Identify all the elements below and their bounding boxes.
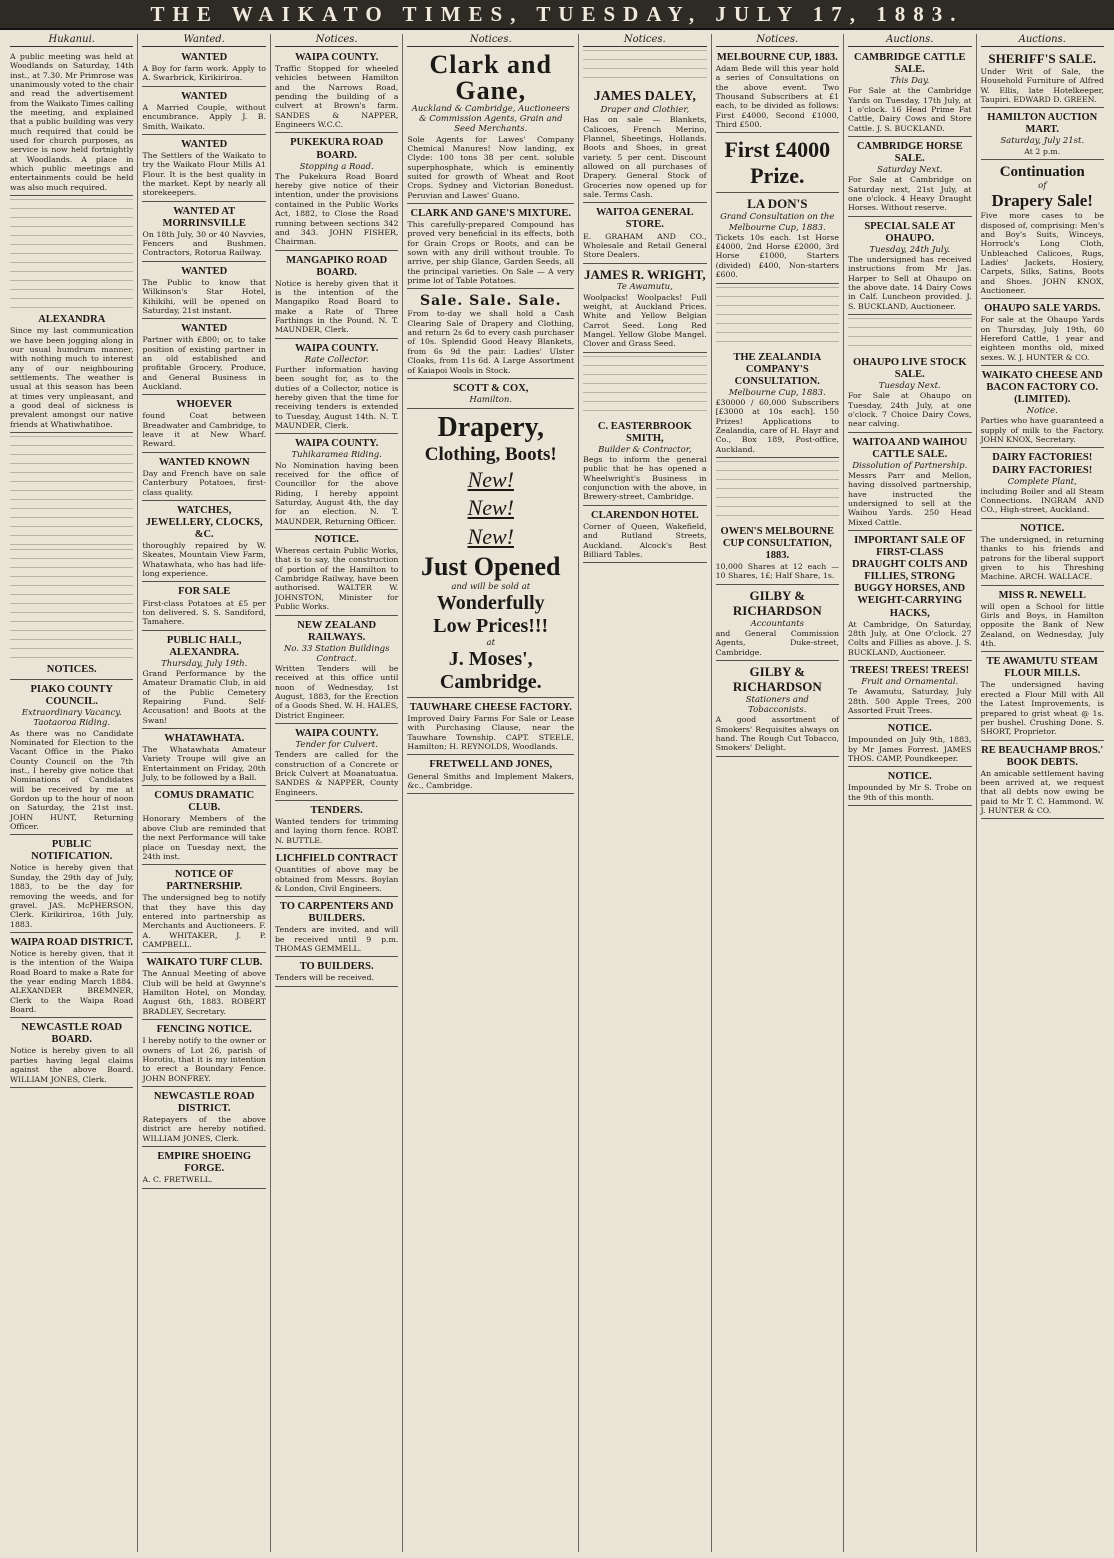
ad-piako-county	[10, 682, 133, 835]
ad-waipa-road	[10, 935, 133, 1018]
ad-subtitle: Stopping a Road.	[299, 161, 374, 172]
ad-title: OHAUPO SALE YARDS.	[984, 303, 1101, 315]
ad-body: The Settlers of the Waikato to try the Waikato Flour Mills A1 Flour. It is the best quality in the market. Kept by nearly all storekeepers.	[142, 150, 266, 198]
ad-waipa-traffic	[275, 50, 398, 133]
ad-empire-forge	[142, 1149, 265, 1188]
column-6-head: Notices.	[716, 34, 839, 47]
ad-title: WHATAWHATA.	[164, 732, 245, 744]
ad-title: Continuation	[999, 163, 1085, 180]
ad-whatawhata	[142, 731, 265, 786]
ad-james-daley	[583, 87, 706, 203]
ad-title: TO BUILDERS.	[299, 961, 374, 973]
ad-body: £30000 / 60,000 Subscribers [£3000 at 10s each]. 150 Prizes! Applications to Zealandia, care of H. Hayr and Co., Box 189, Post-office, Auckland.	[715, 397, 840, 454]
ad-title: TO CARPENTERS AND BUILDERS.	[279, 901, 394, 925]
column-3	[271, 34, 403, 1552]
ad-subtitle: Complete Plant,	[1007, 476, 1077, 487]
ad-body: For Sale at Ohaupo on Tuesday, 24th July, at one o'clock. 7 Choice Dairy Cows, near calving.	[848, 391, 972, 429]
ad-beauchamp	[981, 743, 1104, 820]
ad-tuhikaramea	[275, 436, 398, 530]
ad-ohaupo-live-stock	[848, 355, 971, 433]
ad-easterbrook	[583, 419, 706, 506]
ad-body: For Sale at the Cambridge Yards on Tuesday, 17th July, at 1 o'clock. 16 Head Prime Fat Cattle, Dairy Cows and Store Cattle. J. S. BUCKLAND.	[848, 86, 972, 133]
ad-subtitle: Grand Consultation on the Melbourne Cup, 1883.	[720, 212, 835, 233]
ad-wanted-partner	[142, 321, 265, 395]
column-1-head: Hukanui.	[10, 34, 133, 47]
ad-subtitle: Builder & Contractor,	[598, 444, 692, 455]
ad-body: The undersigned, in returning thanks to his friends and patrons for the liberal support given to his Threshing Machine. ARCH. WALLACE.	[980, 534, 1104, 582]
ad-first-prize	[716, 135, 839, 193]
ad-clark-gane-mixture	[407, 206, 574, 289]
ad-title: OWEN'S MELBOURNE CUP CONSULTATION, 1883.	[720, 525, 835, 562]
ad-partnership	[142, 867, 265, 953]
ad-drapery-sale	[981, 162, 1104, 299]
ad-flour-mills	[981, 654, 1104, 740]
ad-title: SCOTT & COX,	[453, 382, 529, 394]
ad-body: Impounded on July 9th, 1883, by Mr James Forrest. JAMES THOS. CAMP, Poundkeeper.	[848, 735, 972, 763]
ad-cheese-bacon	[981, 368, 1104, 448]
ad-subtitle: Saturday Next.	[877, 165, 943, 176]
ad-subtitle: Thursday, July 19th.	[161, 658, 248, 669]
ad-body: Impounded by Mr S. Trobe on the 9th of this month.	[848, 783, 972, 802]
ad-rate-collector	[275, 341, 398, 435]
ad-body: Notice is hereby given, that it is the intention of the Waipa Road Board to make a Rate for the year ending March 1884. ALEXANDER BREMNER, Clerk to the Waipa Road Board.	[10, 948, 134, 1014]
column-4	[403, 34, 579, 1552]
ad-wanted-boy	[142, 50, 265, 87]
ad-title: PUKEKURA ROAD BOARD.	[290, 137, 384, 161]
ad-subtitle: Tender for Culvert.	[295, 740, 378, 751]
ad-body: First-class Potatoes at £5 per ton delivered. S. S. Sandiford, Tamahere.	[142, 598, 266, 627]
ad-title: CAMBRIDGE CATTLE SALE.	[854, 52, 966, 76]
article-body: Since my last communication we have been jogging along in our usual humdrum manner, with nothing much to interest any of our neighbouring settlements. The weather is usual at this season has been at times very unpleasant, and a good deal of sickness is prevalent amongst our native friends at Whatiwhatihoe.	[10, 326, 134, 429]
ad-body: The undersigned has received instructions from Mr Jas. Harper to Sell at Ohaupo on the above date. 14 Dairy Cows in Calf. Luncheon provided. J. S. BUCKLAND, Auctioneer.	[848, 255, 972, 311]
ad-lichfield	[275, 851, 398, 897]
ad-special-ohaupo	[848, 219, 971, 315]
moses-new-3: New!	[467, 524, 514, 550]
ad-title: NOTICE.	[887, 723, 932, 735]
ad-mangapiko	[275, 253, 398, 339]
text-block	[10, 549, 133, 659]
columns	[6, 34, 1108, 1552]
moses-town: Cambridge.	[439, 671, 542, 694]
ad-wallace-notice	[981, 521, 1104, 586]
ad-subtitle: Extraordinary Vacancy. Taotaoroa Riding.	[21, 708, 122, 729]
ad-title: FRETWELL AND JONES,	[429, 759, 553, 771]
text-block	[716, 287, 839, 347]
moses-low-prices: Low Prices!!!	[433, 614, 549, 637]
ad-title: FENCING NOTICE.	[156, 1024, 252, 1036]
ad-body: A good assortment of Smokers' Requisites always on hand. The Rough Cut Tobacco, Smokers' Delight.	[715, 715, 840, 753]
ad-title: TREES! TREES! TREES!	[850, 664, 970, 676]
ad-body: Notice is hereby given that Sunday, the 29th day of July, 1883, to be the day for removing the weeds, and for gravel. JAS. McPHERSON, Clerk. Kirikiriroa, 16th July, 1883.	[10, 863, 134, 929]
ad-body: From to-day we shall hold a Cash Clearing Sale of Drapery and Clothing, and return 2s 6d to every cash purchaser of 10s. Splendid Good Heavy Blankets, from 6s 9d the pair. Ladies' Ulster Cloaks, from 11s 6d. A Large Assortment of Kaiapoi Wools in Stock.	[407, 309, 575, 375]
ad-body: Quantities of above may be obtained from Messrs. Boylan & London, Civil Engineers.	[274, 865, 399, 893]
ad-body: Under Writ of Sale, the Household Furniture of Alfred W. Ellis, late Hotelkeeper, Taupiri. EDWARD D. GREEN.	[980, 66, 1104, 104]
column-7-head: Auctions.	[848, 34, 971, 47]
moses-new-2: New!	[467, 495, 514, 521]
ad-title: HAMILTON AUCTION MART.	[987, 112, 1098, 136]
ad-subtitle: Stationers and Tobacconists.	[745, 694, 809, 715]
ad-title: WANTED	[181, 90, 228, 102]
ad-body: For sale at the Ohaupo Yards on Thursday, July 19th, 60 Hereford Cattle, 1 year and eighteen months old, mixed sexes. W. J. HUNTER & CO.	[980, 315, 1104, 362]
ad-title: GILBY & RICHARDSON	[732, 663, 822, 694]
ad-title: MANGAPIKO ROAD BOARD.	[286, 254, 388, 278]
ad-title: TENDERS.	[310, 805, 363, 817]
moses-wonderfully: Wonderfully	[436, 591, 545, 614]
ad-body: Further information having been sought for, as to the duties of a Collector, notice is hereby given that the time for receiving tenders is extended to Tuesday, August 14th. N. T. MAUNDER, Clerk.	[274, 364, 399, 431]
ad-title: TAUWHARE CHEESE FACTORY.	[409, 702, 572, 714]
ad-waitoa-store	[583, 205, 706, 263]
ad-body: Wanted tenders for trimming and laying thorn fence. ROBT. N. BUTTLE.	[274, 817, 399, 845]
ad-title: WANTED	[181, 265, 228, 277]
ad-public-works-notice	[275, 532, 398, 615]
ad-gilby-accountants	[716, 587, 839, 661]
article-hukanui	[10, 50, 133, 196]
ad-body: Tickets 10s each. 1st Horse £4000, 2nd Horse £2000, 3rd Horse £1000, Starters (divided) £400, Non-starters £600.	[715, 232, 840, 280]
ad-title: NOTICE.	[314, 534, 359, 546]
ad-title: WHOEVER	[176, 399, 233, 411]
ad-body: and General Commission Agents, Duke-street, Cambridge.	[715, 628, 840, 657]
article-alexandra	[10, 312, 133, 433]
ad-title: CLARENDON HOTEL	[591, 509, 699, 521]
ad-title: First £4000 Prize.	[724, 137, 831, 189]
ad-title: NOTICE OF PARTNERSHIP.	[166, 869, 243, 893]
text-block	[716, 461, 839, 521]
ad-subtitle: Tuesday, 24th July.	[869, 244, 951, 255]
ad-wanted-settlers	[142, 137, 265, 202]
ad-body: E. GRAHAM AND CO., Wholesale and Retail General Store Dealers.	[583, 231, 707, 260]
ad-title: NEW ZEALAND RAILWAYS.	[297, 619, 377, 643]
ad-body: At 2 p.m.	[1024, 146, 1061, 156]
column-2-head: Wanted.	[142, 34, 265, 47]
ad-body: A. C. FRETWELL.	[142, 1175, 213, 1185]
ad-body: This carefully-prepared Compound has proved very beneficial in its effects, both for Grain Crops or Roots, and can be sown with any drill without trouble. To arrive, per ship Glance, Garden Seeds, all the principal varieties. On Sale — A very prime lot of Table Potatoes.	[407, 220, 575, 286]
ad-body: will open a School for little Girls and Boys, in Hamilton opposite the Bank of New Zealand, on Wednesday, July 4th.	[980, 601, 1104, 648]
ad-scott-cox	[407, 381, 574, 409]
ad-title: Sale. Sale. Sale.	[419, 293, 562, 310]
ad-body: Whereas certain Public Works, that is to say, the construction of portion of the Hamilton to Cambridge Railway, have been authorised. WALTER W. JOHNSTON, Minister for Public Works.	[274, 546, 399, 612]
column-5	[579, 34, 711, 1552]
ad-body: Woolpacks! Woolpacks! Full weight, at Auckland Prices. White and Yellow Belgian Carrot Seed. Long Red Mangel. Yellow Globe Mangel. Clover and Grass Seed.	[583, 292, 707, 349]
ad-body: Traffic Stopped for wheeled vehicles between Hamilton and the Narrows Road, pending the building of a culvert at Brown's farm. SANDES & NAPPER, Engineers W.C.C.	[274, 64, 399, 130]
column-4-head: Notices.	[407, 34, 574, 47]
ad-body: Notice is hereby given that it is the intention of the Mangapiko Road Board to make a Rate of Three Farthings in the Pound. N. T. MAUNDER, Clerk.	[274, 278, 399, 335]
ad-for-sale-potatoes	[142, 584, 265, 630]
ad-body: Honorary Members of the above Club are reminded that the next Performance will take place on Tuesday next, the 24th inst.	[142, 814, 266, 861]
ad-subtitle: Draper and Clothier,	[600, 105, 690, 116]
column-7	[844, 34, 976, 1552]
ad-sheriffs-sale	[981, 50, 1104, 108]
ad-body: Partner with £800; or, to take position of existing partner in an old established and profitable Grocery, Produce, and General Business in Auckland.	[142, 335, 266, 391]
ad-pukekura	[275, 135, 398, 250]
notices-heading	[10, 662, 133, 680]
ad-tauwhare	[407, 700, 574, 755]
ad-body: At Cambridge, On Saturday, 28th July, at One O'clock. 27 Colts and Fillies as above. J. S. BUCKLAND, Auctioneer.	[848, 619, 972, 657]
ad-title: JAMES R. WRIGHT,	[584, 266, 706, 282]
column-1	[6, 34, 138, 1552]
ad-subtitle: Rate Collector.	[304, 354, 369, 365]
ad-title: WANTED	[181, 52, 228, 63]
ad-subtitle: Auckland & Cambridge, Auctioneers & Commission Agents, Grain and Seed Merchants.	[411, 104, 570, 135]
ad-title: PIAKO COUNTY COUNCIL.	[30, 684, 113, 708]
column-3-head: Notices.	[275, 34, 398, 47]
ad-body: No Nomination having been received for the office of Councillor for the above Riding, I hereby appoint Saturday, August 4th, the day for an election. N. T. MAUNDER, Returning Officer.	[274, 460, 399, 526]
ad-body: Day and French have on sale Canterbury Potatoes, first-class quality.	[142, 468, 266, 497]
ad-title: THE ZEALANDIA COMPANY'S CONSULTATION.	[733, 351, 822, 387]
ad-wanted-couple	[142, 89, 265, 135]
ad-subtitle: Tuesday Next.	[878, 381, 941, 392]
ad-title: DAIRY FACTORIES! DAIRY FACTORIES!	[992, 452, 1093, 476]
ad-subtitle: Notice.	[1026, 406, 1058, 417]
ad-clark-gane	[407, 50, 574, 204]
text-block	[848, 318, 971, 352]
ad-body: Written Tenders will be received at this office until noon of Wednesday, 1st August, 1883, for the Erection of a Goods Shed. W. H. HALES, District Engineer.	[274, 664, 399, 720]
ad-subtitle: Melbourne Cup, 1883.	[728, 387, 826, 398]
ad-wanted-morrinsville	[142, 204, 265, 262]
ad-title: WATCHES, JEWELLERY, CLOCKS, &C.	[145, 504, 263, 540]
ad-adam-bede	[716, 50, 839, 133]
ad-body: Sole Agents for Lawes' Company Chemical Manures! Now landing, ex Clyde: 100 tons 38 per cent. soluble superphosphate, which is eminently suited for growth of Wheat and Root Crops. Sydney and Victorian Bonedust. Peruvian and Lawes' Guano.	[407, 134, 575, 200]
ad-gilby-stationers	[716, 663, 839, 757]
column-8	[977, 34, 1108, 1552]
ad-title: NOTICE.	[887, 771, 932, 783]
ad-title: LICHFIELD CONTRACT	[275, 853, 398, 865]
text-block	[10, 199, 133, 309]
ad-body: The Whatawhata Amateur Variety Troupe will give an Entertainment on Friday, 20th July, to be followed by a Ball.	[142, 744, 266, 782]
ad-james-wright	[583, 266, 706, 353]
ad-clarendon	[583, 508, 706, 563]
ad-hamilton-mart	[981, 110, 1104, 160]
ad-title: NEWCASTLE ROAD BOARD.	[21, 1022, 123, 1046]
masthead: THE WAIKATO TIMES, TUESDAY, JULY 17, 1883.	[0, 0, 1114, 30]
ad-public-notification	[10, 837, 133, 933]
ad-la-don	[716, 195, 839, 283]
ad-fencing-notice	[142, 1022, 265, 1087]
ad-subtitle: Fruit and Ornamental.	[861, 677, 959, 688]
ad-body: I hereby notify to the owner or owners of Lot 26, parish of Horotiu, that it is my intention to erect a Boundary Fence. JOHN BONFREY.	[142, 1036, 266, 1083]
ad-subtitle: Tuhikaramea Riding.	[291, 450, 382, 461]
ad-body: The Public to know that Wilkinson's Star Hotel, Kihikihi, will be opened on Saturday, 21st instant.	[142, 277, 266, 315]
ad-body: Improved Dairy Farms For Sale or Lease with Purchasing Clause, near the Tauwhare Township. CAPT. STEELE, Hamilton; H. REYNOLDS, Woodlands.	[407, 714, 575, 752]
ad-body: On 18th July, 30 or 40 Navvies, Fencers and Bushmen. Contractors, Rotorua Railway.	[142, 229, 266, 258]
drapery-sale-title: Drapery Sale!	[991, 191, 1093, 211]
ad-title: PUBLIC HALL, ALEXANDRA.	[166, 634, 242, 658]
ad-body: including Boiler and all Steam Connections. INGRAM AND CO., High-street, Auckland.	[980, 486, 1104, 515]
ad-body: General Smiths and Implement Makers, &c., Cambridge.	[407, 771, 575, 790]
ad-title: WAIPA COUNTY.	[294, 728, 379, 740]
moses-sold-at: and will be sold at	[451, 581, 531, 592]
ad-impounded-1	[848, 721, 971, 767]
ad-subtitle: Te Awamutu,	[616, 282, 673, 293]
ad-body: Adam Bede will this year hold a series of Consultations on the above event. Two Thousand Subscribers at £1 each, to be divided as follows: First £4000, Second £1000, Third £500.	[715, 64, 840, 130]
ad-body: The Pukekura Road Board hereby give notice of their intention, under the provisions contained in the Public Works Act, 1882, to Close the Road running between sections 342 and 343. JOHN FISHER, Chairman.	[274, 171, 399, 247]
ad-newcastle-road-district	[142, 1089, 265, 1147]
ad-subtitle: of	[1038, 180, 1047, 191]
ad-body: Begs to inform the general public that he has opened a Wheelwright's Business in conjunction with the above, in Brewery-street, Cambridge.	[583, 455, 707, 502]
ad-subtitle: Dissolution of Partnership.	[852, 460, 968, 471]
ad-whoever	[142, 397, 265, 452]
ad-body: thoroughly repaired by W. Skeates, Mountain View Farm, Whatawhata, who has had life-long experience.	[142, 541, 266, 579]
ad-title: WAIKATO CHEESE AND BACON FACTORY CO. (LIMITED).	[981, 370, 1103, 406]
ad-title: JAMES DALEY,	[593, 89, 696, 104]
section-title: NOTICES.	[46, 664, 97, 675]
ad-carpenters	[275, 899, 398, 957]
moses-name: J. Moses',	[448, 648, 533, 671]
column-5-head: Notices.	[583, 34, 706, 47]
ad-body: Te Awamutu, Saturday, July 28th. 500 Apple Trees, 200 Assorted Fruit Trees.	[848, 687, 972, 715]
ad-title: WANTED	[181, 138, 228, 150]
ad-body: found Coat between Breadwater and Cambridge, to leave it at New Wharf. Reward.	[142, 411, 266, 449]
ad-title: SPECIAL SALE AT OHAUPO.	[864, 220, 956, 244]
ad-subtitle: Saturday, July 21st.	[1000, 136, 1085, 147]
ad-miss-newell	[981, 588, 1104, 653]
moses-at: at	[486, 637, 495, 648]
ad-waitoa-waihou	[848, 435, 971, 531]
ad-comus-club	[142, 788, 265, 865]
ad-impounded-2	[848, 769, 971, 806]
ad-body: An amicable settlement having been arrived at, we request that all debts now owing be paid to Mr T. C. Hammond. W. J. HUNTER & CO.	[980, 768, 1104, 816]
ad-body: Tenders are invited, and will be received until 9 p.m. THOMAS GEMMELL.	[274, 925, 399, 954]
ad-body: Grand Performance by the Amateur Dramatic Club, in aid of the Public Cemetery Repairing Fund. Self-Accusation! and Boots at the Swan!	[142, 668, 266, 725]
ad-title: WANTED	[181, 323, 228, 335]
ad-title: MISS R. NEWELL	[998, 589, 1086, 601]
ad-body: As there was no Candidate Nominated for Election to the Vacant Office in the Piako County Council on the 7th inst., I hereby give notice that Nominations of Candidates will be received by me at Gordon up to the hour of noon on Saturday, the 21st inst. JOHN HUNT, Returning Officer.	[10, 728, 134, 831]
ad-fretwell-jones	[407, 757, 574, 794]
text-block	[10, 436, 133, 546]
ad-title: WANTED KNOWN	[158, 456, 250, 468]
ad-body: Has on sale — Blankets, Calicoes, French Merino, Flannel, Sheetings, Hollands. Boots and Shoes, in great variety. 5 per cent. Discount allowed on all purchases of Drapery. General Stock of Groceries now opened up for sale. Terms Cash.	[583, 115, 707, 200]
ad-body: Tenders are called for the construction of a Concrete or Brick Culvert at Moanatuatua. SANDES & NAPPER, County Engineers.	[274, 750, 399, 797]
ad-body: The undersigned having erected a Flour Mill with All the Latest Improvements, is prepared to grist wheat @ 1s. per bushel. Crushing Done. S. SHORT, Proprietor.	[980, 680, 1104, 737]
ad-subtitle: Accountants	[750, 618, 805, 629]
ad-title: WAIKATO TURF CLUB.	[146, 957, 263, 969]
ad-title: LA DON'S	[747, 196, 808, 212]
ad-cambridge-cattle	[848, 50, 971, 137]
ad-body: Corner of Queen, Wakefield, and Rutland Streets, Auckland. Alcock's Best Billiard Tables.	[583, 521, 707, 559]
ad-subtitle: Hamilton.	[469, 394, 513, 405]
ad-title: PUBLIC NOTIFICATION.	[31, 839, 113, 863]
ad-body: The Annual Meeting of above Club will be held at Gwynne's Hamilton Hotel, on Monday, August 6th, 1883. ROBERT BRADLEY, Secretary.	[142, 969, 266, 1016]
ad-cambridge-horse	[848, 139, 971, 217]
ad-title: WANTED AT MORRINSVILLE	[162, 205, 246, 229]
ad-nz-railways	[275, 618, 398, 725]
ad-builders	[275, 959, 398, 986]
column-2	[138, 34, 270, 1552]
moses-just-opened: Just Opened	[421, 551, 561, 581]
text-block	[583, 50, 706, 84]
ad-body: For Sale at Cambridge on Saturday next, 21st July, at one o'clock. 4 Heavy Draught Horses. Without reserve.	[848, 175, 972, 213]
column-6	[712, 34, 844, 1552]
ad-wanted-known	[142, 455, 265, 501]
ad-title: OHAUPO LIVE STOCK SALE.	[852, 357, 967, 381]
article-body: A public meeting was held at Woodlands on Saturday, 14th inst., at 7.30. Mr Primrose was unanimously voted to the chair and read the advertisement from the Waikato Times calling the meeting, and explained that a public building was very much required that could be used for church purposes, as service is now held fortnightly at Woodlands. A place in which public meetings and entertainments could be held was also much required.	[10, 52, 134, 192]
ad-title: C. EASTERBROOK SMITH,	[597, 420, 692, 444]
ad-title: FOR SALE	[178, 586, 231, 598]
ad-watches	[142, 503, 265, 583]
ad-title: COMUS DRAMATIC CLUB.	[154, 790, 255, 814]
column-8-head: Auctions.	[981, 34, 1104, 47]
ad-body: Notice is hereby given to all parties having legal claims against the above Board. WILLIAM JONES, Clerk.	[10, 1046, 134, 1084]
moses-clothing: Clothing, Boots!	[424, 443, 557, 465]
ad-body: Messrs Parr and Mellon, having dissolved partnership, have instructed the undersigned to sell at the Waihou Yards. 250 Head Mixed Cattle.	[848, 471, 972, 527]
ad-title: CLARK AND GANE'S MIXTURE.	[410, 207, 571, 219]
ad-subtitle: This Day.	[890, 76, 930, 87]
ad-title: Clark and Gane,	[429, 50, 552, 105]
ad-body: A Boy for farm work. Apply to A. Swarbrick, Kirikiriroa.	[142, 64, 266, 83]
ad-moses	[407, 411, 574, 698]
ad-body: A Married Couple, without encumbrance. Apply J. B. Smith, Waikato.	[142, 102, 266, 131]
ad-ohaupo-yards	[981, 301, 1104, 366]
ad-body: Five more cases to be disposed of, comprising: Men's and Boy's Suits, Winceys, Horrock's Long Cloth, Unbleached Calicoes, Rugs, Ladies' Jackets, Hosiery, Carpets, Silks, Satins, Boots and Shoes. JOHN KNOX, Auctioneer.	[980, 211, 1104, 295]
ad-tenders	[275, 803, 398, 849]
ad-body: The undersigned beg to notify that they have this day entered into partnership as Merchants and Auctioneers. F. A. WHITAKER, J. P. CAMPBELL.	[142, 893, 266, 950]
article-title: ALEXANDRA	[38, 314, 106, 326]
ad-newcastle-road-board	[10, 1020, 133, 1088]
ad-sale	[407, 291, 574, 378]
ad-title: WAIPA COUNTY.	[294, 438, 379, 450]
moses-drapery: Drapery,	[437, 412, 545, 444]
moses-new-1: New!	[467, 466, 514, 492]
ad-body: Ratepayers of the above district are hereby notified. WILLIAM JONES, Clerk.	[142, 1115, 266, 1143]
ad-title: NEWCASTLE ROAD DISTRICT.	[153, 1090, 255, 1114]
ad-title: RE BEAUCHAMP BROS.' BOOK DEBTS.	[981, 744, 1104, 768]
ad-body: Tenders will be received.	[274, 973, 375, 983]
ad-title: CAMBRIDGE HORSE SALE.	[856, 141, 963, 165]
ad-public-hall	[142, 633, 265, 729]
ad-title: IMPORTANT SALE OF FIRST-CLASS DRAUGHT COLTS AND FILLIES, STRONG BUGGY HORSES, AND WEIGHT-CARRYING HACKS,	[852, 535, 968, 619]
ad-title: WAIPA COUNTY.	[294, 342, 379, 354]
ad-title: MELBOURNE CUP, 1883.	[716, 52, 838, 63]
ad-important-sale	[848, 533, 971, 661]
ad-wanted-public	[142, 264, 265, 319]
ad-title: WAIPA ROAD DISTRICT.	[10, 936, 133, 948]
ad-dairy-factories	[981, 450, 1104, 518]
ad-title: WAITOA AND WAIHOU CATTLE SALE.	[852, 436, 968, 460]
ad-title: WAITOA GENERAL STORE.	[596, 207, 694, 231]
ad-zealandia	[716, 350, 839, 458]
ad-title: SHERIFF'S SALE.	[988, 51, 1097, 66]
ad-title: NOTICE.	[1020, 522, 1065, 534]
ad-title: TE AWAMUTU STEAM FLOUR MILLS.	[986, 656, 1098, 680]
ad-turf-club	[142, 955, 265, 1020]
ad-tender-culvert	[275, 726, 398, 801]
ad-subtitle: No. 33 Station Buildings Contract.	[283, 643, 390, 664]
ad-body: Parties who have guaranteed a supply of milk to the Factory. JOHN KNOX, Secretary.	[980, 416, 1104, 445]
text-block	[583, 356, 706, 416]
ad-body: 10,000 Shares at 12 each — 10 Shares, 1£; Half Share, 1s.	[715, 562, 840, 581]
ad-owen	[716, 524, 839, 585]
ad-title: EMPIRE SHOEING FORGE.	[157, 1151, 252, 1175]
ad-title: GILBY & RICHARDSON	[732, 587, 822, 618]
ad-trees	[848, 663, 971, 719]
ad-title: WAIPA COUNTY.	[294, 52, 379, 63]
